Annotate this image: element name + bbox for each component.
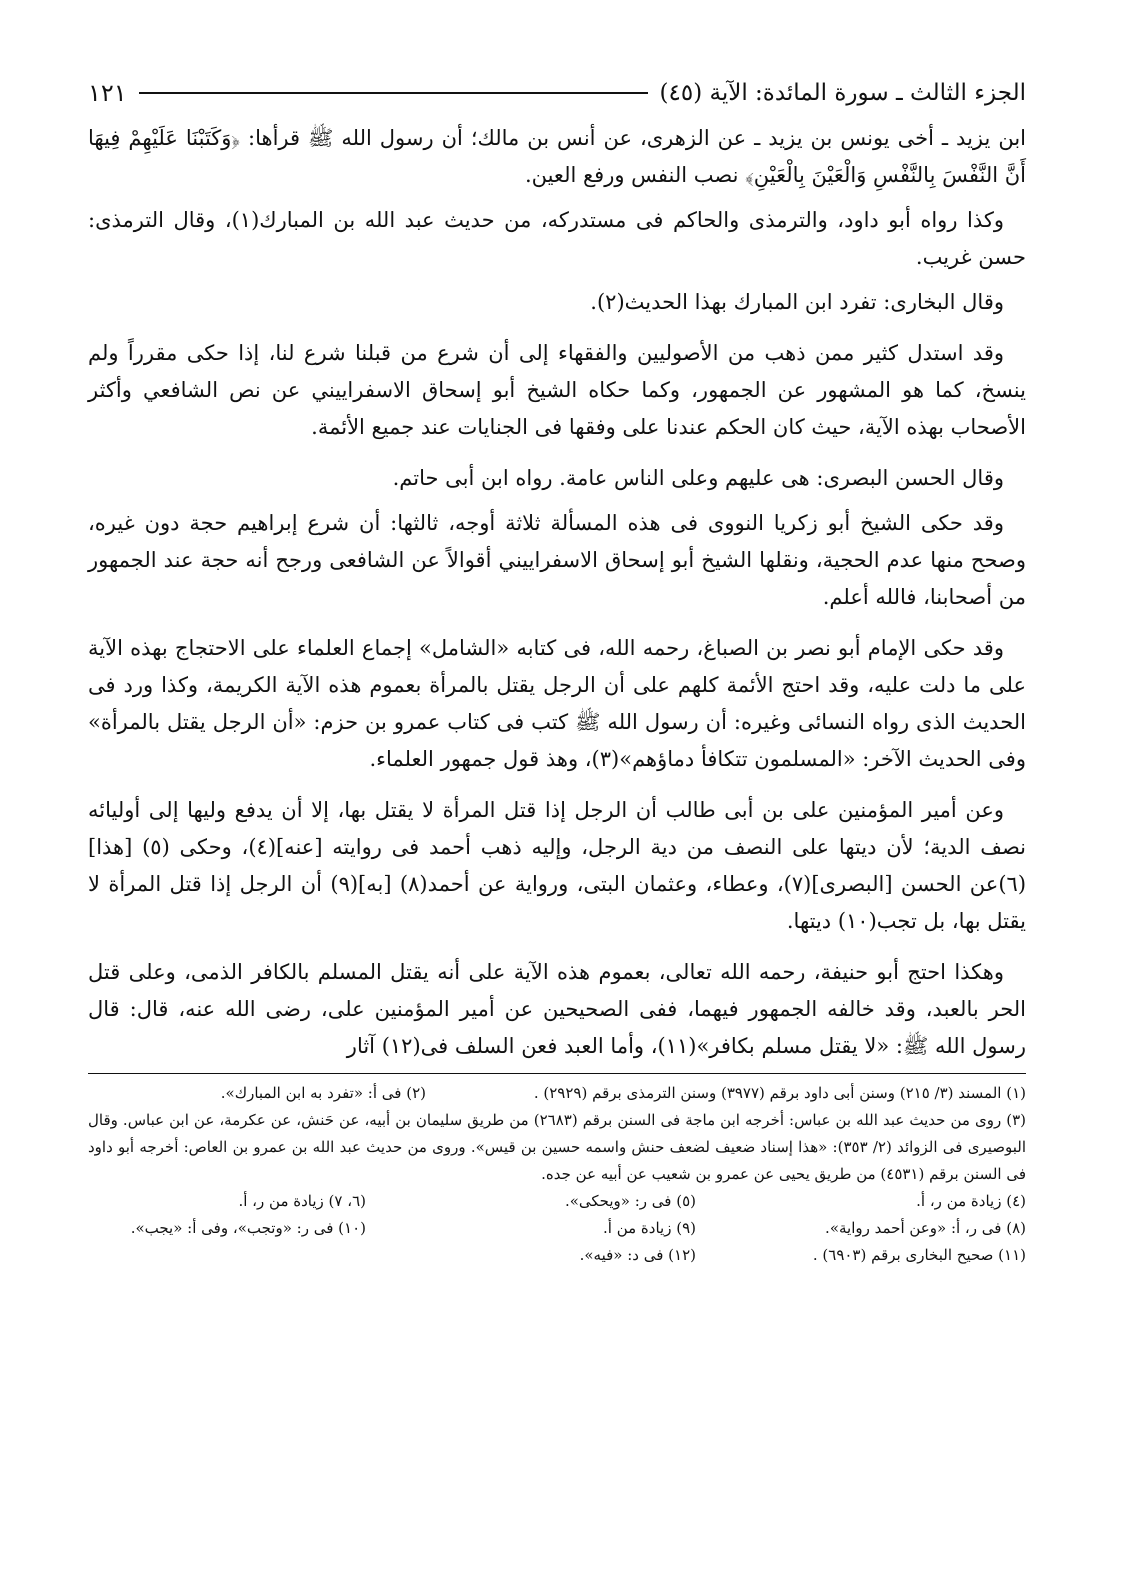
footnote-row	[88, 1242, 1026, 1269]
paragraph-2: وكذا رواه أبو داود، والترمذى والحاكم فى مستدركه، من حديث عبد الله بن المبارك(١)، وقال الترمذى: حسن غريب.	[88, 208, 1026, 269]
book-page	[88, 70, 1026, 1269]
paragraph-6: وقد حكى الشيخ أبو زكريا النووى فى هذه المسألة ثلاثة أوجه، ثالثها: أن شرع إبراهيم حجة دون غيره، وصحح منها عدم الحجية، ونقلها الشيخ أبو إسحاق الاسفراييني أقوالاً عن الشافعى ورجح أنه حجة عند الجمهور من أصحابنا، فالله أعلم.	[88, 511, 1026, 609]
header-title: الجزء الثالث ـ سورة المائدة: الآية (٤٥)	[659, 80, 1026, 106]
paragraph-7: وقد حكى الإمام أبو نصر بن الصباغ، رحمه الله، فى كتابه «الشامل» إجماع العلماء على الاحتجاج بهذه الآية على ما دلت عليه، وقد احتج الأئمة كلهم على أن الرجل يقتل بالمرأة بعموم هذه الآية الكريمة، وكذا ورد فى الحديث الذى رواه النسائى وغيره: أن رسول الله ﷺ كتب فى كتاب عمرو بن حزم: «أن الرجل يقتل بالمرأة» وفى الحديث الآخر: «المسلمون تتكافأ دماؤهم»(٣)، وهذ قول جمهور العلماء.	[88, 636, 1026, 771]
footnote-5: (٥) فى ر: «ويحكى».	[564, 1192, 696, 1210]
running-header	[88, 70, 1026, 116]
header-rule	[139, 92, 648, 94]
footnote-6-7: (٦، ٧) زيادة من ر، أ.	[238, 1192, 366, 1210]
main-text	[88, 120, 1026, 1065]
footnote-10: (١٠) فى ر: «وتجب»، وفى أ: «يجب».	[130, 1219, 366, 1237]
footnote-row	[88, 1080, 1026, 1107]
footnote-8: (٨) فى ر، أ: «وعن أحمد رواية».	[825, 1219, 1026, 1237]
footnote-11: (١١) صحيح البخارى برقم (٦٩٠٣) .	[812, 1246, 1026, 1264]
paragraph-9: وهكذا احتج أبو حنيفة، رحمه الله تعالى، بعموم هذه الآية على أنه يقتل المسلم بالكافر الذمى، وعلى قتل الحر بالعبد، وقد خالفه الجمهور فيهما، ففى الصحيحين عن أمير المؤمنين على، رضى الله عنه، قال: قال رسول الله ﷺ: «لا يقتل مسلم بكافر»(١١)، وأما العبد فعن السلف فى(١٢) آثار	[88, 960, 1026, 1058]
paragraph-5: وقال الحسن البصرى: هى عليهم وعلى الناس عامة. رواه ابن أبى حاتم.	[392, 466, 1004, 490]
paragraph-3: وقال البخارى: تفرد ابن المبارك بهذا الحديث(٢).	[590, 290, 1004, 314]
footnotes	[88, 1080, 1026, 1269]
footnote-12: (١٢) فى د: «فيه».	[579, 1246, 696, 1264]
footnote-rule	[88, 1073, 1026, 1074]
paragraph-8: وعن أمير المؤمنين على بن أبى طالب أن الرجل إذا قتل المرأة لا يقتل بها، إلا أن يدفع وليها إلى أوليائه نصف الدية؛ لأن ديتها على النصف من دية الرجل، وإليه ذهب أحمد فى روايته [عنه](٤)، وحكى (٥) [هذا] (٦)عن الحسن [البصرى](٧)، وعطاء، وعثمان البتى، ورواية عن أحمد(٨) [به](٩) أن الرجل إذا قتل المرأة لا يقتل بها، بل تجب(١٠) ديتها.	[88, 798, 1027, 933]
footnote-4: (٤) زيادة من ر، أ.	[916, 1192, 1026, 1210]
footnote-3: (٣) روى من حديث عبد الله بن عباس: أخرجه ابن ماجة فى السنن برقم (٢٦٨٣) من طريق سليمان بن أبيه، عن حَنش، عن عكرمة، عن ابن عباس. وقال البوصيرى فى الزوائد (٢/ ٣٥٣): «هذا إسناد ضعيف لضعف حنش واسمه حسين بن قيس». وروى من حديث عبد الله بن عمرو بن العاص: أخرجه أبو داود فى السنن برقم (٤٥٣١) من طريق يحيى عن عمرو بن شعيب عن أبيه عن جده.	[88, 1111, 1027, 1183]
footnote-1: (١) المسند (٣/ ٢١٥) وسنن أبى داود برقم (٣٩٧٧) وسنن الترمذى برقم (٢٩٢٩) .	[533, 1084, 1026, 1102]
footnote-9: (٩) زيادة من أ.	[603, 1219, 696, 1237]
page-number: ١٢١	[88, 79, 127, 107]
paragraph-4: وقد استدل كثير ممن ذهب من الأصوليين والفقهاء إلى أن شرع من قبلنا شرع لنا، إذا حكى مقرراً ولم ينسخ، كما هو المشهور عن الجمهور، وكما حكاه الشيخ أبو إسحاق الاسفراييني عن نص الشافعي وأكثر الأصحاب بهذه الآية، حيث كان الحكم عندنا على وفقها فى الجنايات عند جميع الأئمة.	[88, 341, 1026, 439]
paragraph-1: ابن يزيد ـ أخى يونس بن يزيد ـ عن الزهرى، عن أنس بن مالك؛ أن رسول الله ﷺ قرأها: ﴿وَكَتَبْنَا عَلَيْهِمْ فِيهَا أَنَّ النَّفْسَ بِالنَّفْسِ وَالْعَيْنَ بِالْعَيْنِ﴾ نصب النفس ورفع العين.	[88, 126, 1026, 187]
footnote-row	[88, 1215, 1026, 1242]
footnote-row	[88, 1188, 1026, 1215]
footnote-2: (٢) فى أ: «تفرد به ابن المبارك».	[220, 1084, 426, 1102]
